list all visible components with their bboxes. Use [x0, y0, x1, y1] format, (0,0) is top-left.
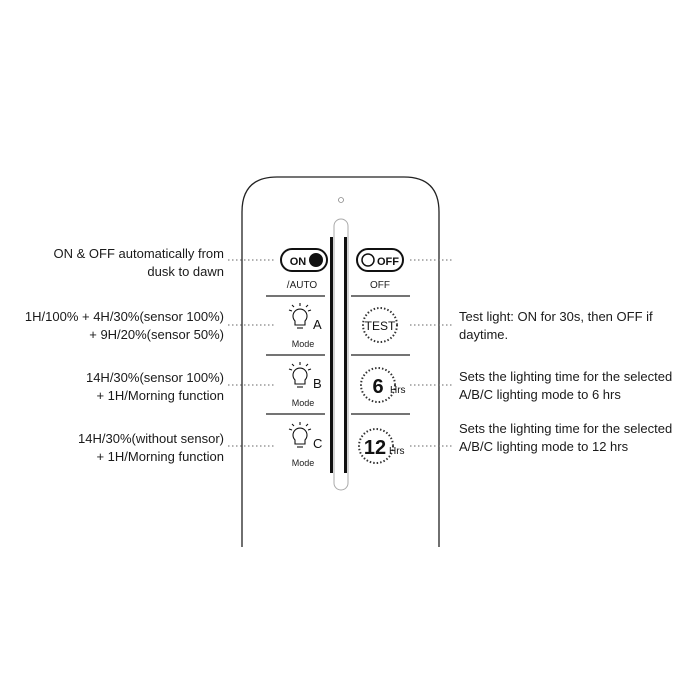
annotation-mode-b: 14H/30%(sensor 100%) + 1H/Morning function [85, 370, 224, 403]
annotation-test: Test light: ON for 30s, then OFF if daytime. [459, 309, 653, 342]
six-hours-button[interactable] [361, 368, 406, 402]
off-button[interactable] [357, 249, 403, 291]
lightbulb-icon [289, 422, 311, 447]
mode-c-letter: C [313, 436, 323, 451]
indicator-led [339, 198, 344, 203]
on-dot-icon [309, 253, 323, 267]
mode-c-caption: Mode [291, 458, 315, 468]
off-badge-label: OFF [377, 256, 399, 268]
right-divider-bar [344, 237, 347, 473]
lightbulb-icon [289, 303, 311, 328]
annotation-mode-a: 1H/100% + 4H/30%(sensor 100%) + 9H/20%(sensor 50%) [24, 309, 224, 342]
mode-b-caption: Mode [291, 398, 315, 408]
row-separators [266, 296, 410, 414]
mode-a-letter: A [313, 317, 322, 332]
left-divider-bar [330, 237, 333, 473]
annotation-on-auto: ON & OFF automatically from dusk to dawn [53, 246, 224, 279]
twelve-hours-number: 12 [363, 437, 387, 459]
on-auto-button[interactable] [281, 249, 327, 291]
six-hours-unit: Hrs [390, 385, 406, 396]
mode-a-caption: Mode [291, 339, 315, 349]
on-auto-caption: /AUTO [286, 280, 318, 291]
on-badge-label: ON [289, 256, 307, 268]
annotation-twelve-hours: Sets the lighting time for the selected A/B/C lighting mode to 12 hrs [459, 421, 673, 454]
twelve-hours-unit: Hrs [389, 446, 405, 457]
six-hours-number: 6 [372, 376, 384, 398]
mode-b-letter: B [313, 376, 322, 391]
mode-a-button[interactable] [289, 303, 322, 349]
test-label: TEST [364, 319, 396, 333]
mode-c-button[interactable] [289, 422, 322, 468]
test-button[interactable] [363, 308, 397, 342]
lightbulb-icon [289, 362, 311, 387]
twelve-hours-button[interactable] [359, 429, 405, 463]
annotation-mode-c: 14H/30%(without sensor) + 1H/Morning function [78, 431, 224, 464]
leader-lines [228, 260, 452, 446]
off-caption: OFF [370, 280, 390, 291]
annotation-six-hours: Sets the lighting time for the selected A/B/C lighting mode to 6 hrs [459, 369, 673, 402]
mode-b-button[interactable] [289, 362, 322, 408]
remote-body-outline [242, 177, 439, 547]
